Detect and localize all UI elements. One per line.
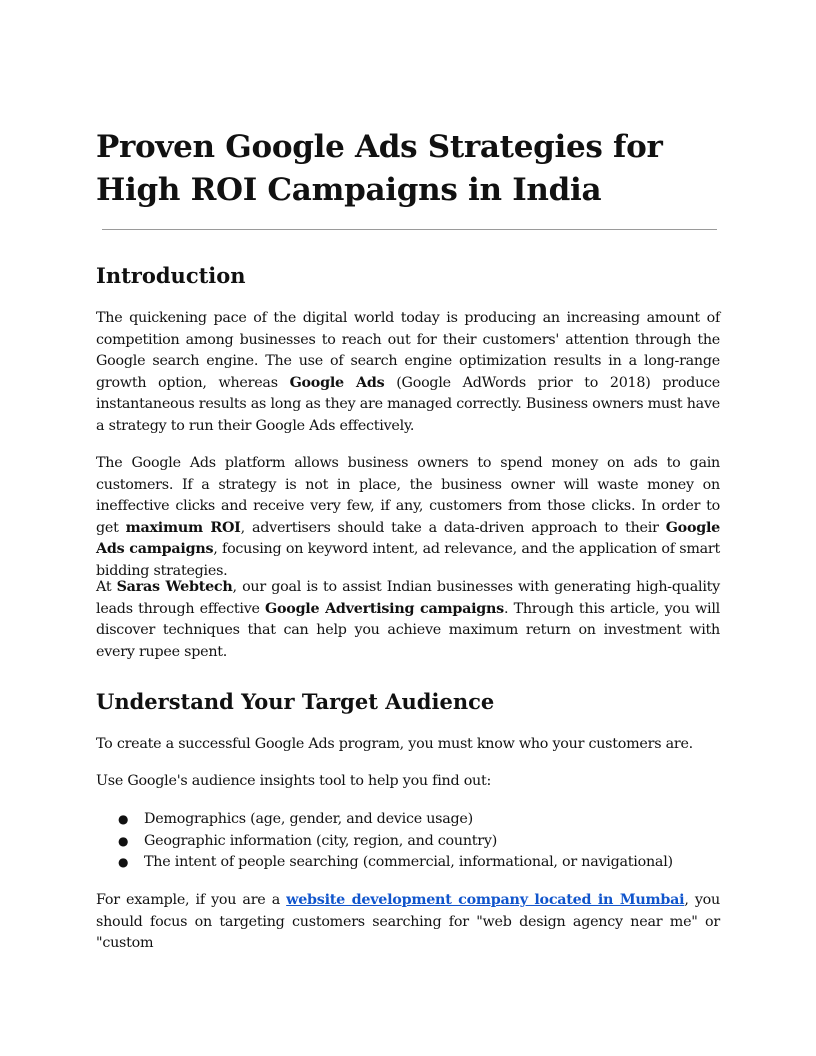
- intro-paragraph-1: The quickening pace of the digital world today is producing an increasing amount of competition among businesses to reach out for their customers' attention through the Google search engine. The use of search engine optimization results in a long-range growth option, whereas Google Ads (Google AdWords prior to 2018) produce instantaneous results as long as they are managed correctly. Business owners must have a strategy to run their Google Ads effectively.: [96, 310, 721, 434]
- audience-paragraph-2: Use Google's audience insights tool to help you find out:: [96, 773, 492, 789]
- document-title: Proven Google Ads Strategies for High ROI Campaigns in India: [96, 129, 663, 208]
- intro-paragraph-3: At Saras Webtech, our goal is to assist Indian businesses with generating high-quality leads through effective Google Advertising campaigns. Through this article, you will discover techniques that can help you achieve maximum return on investment with every rupee spent.: [96, 579, 720, 660]
- bullet-icon: ●: [118, 812, 129, 826]
- audience-paragraph-1: To create a successful Google Ads program, you must know who your customers are.: [96, 736, 693, 752]
- audience-paragraph-3: For example, if you are a website development company located in Mumbai, you should focus on targeting customers searching for "web design agency near me" or "custom: [96, 892, 721, 952]
- title-divider: [102, 229, 717, 230]
- website-development-link[interactable]: website development company located in Mumbai: [286, 892, 685, 908]
- audience-bullet-list: [96, 809, 720, 874]
- list-item: ● The intent of people searching (commercial, informational, or navigational): [96, 852, 720, 874]
- bullet-icon: ●: [118, 833, 129, 848]
- section-heading-introduction: Introduction: [96, 263, 246, 288]
- bullet-icon: ●: [118, 855, 129, 870]
- list-item: ● Geographic information (city, region, and country): [96, 831, 720, 853]
- list-item: ● Demographics (age, gender, and device usage): [96, 809, 720, 831]
- intro-paragraph-2: The Google Ads platform allows business owners to spend money on ads to gain customers. If a strategy is not in place, the business owner will waste money on ineffective clicks and receive very few, if any, customers from those clicks. In order to get maximum ROI, advertisers should take a data-driven approach to their Google Ads campaigns, focusing on keyword intent, ad relevance, and the application of smart bidding strategies.: [96, 455, 721, 579]
- section-heading-target-audience: Understand Your Target Audience: [96, 689, 495, 714]
